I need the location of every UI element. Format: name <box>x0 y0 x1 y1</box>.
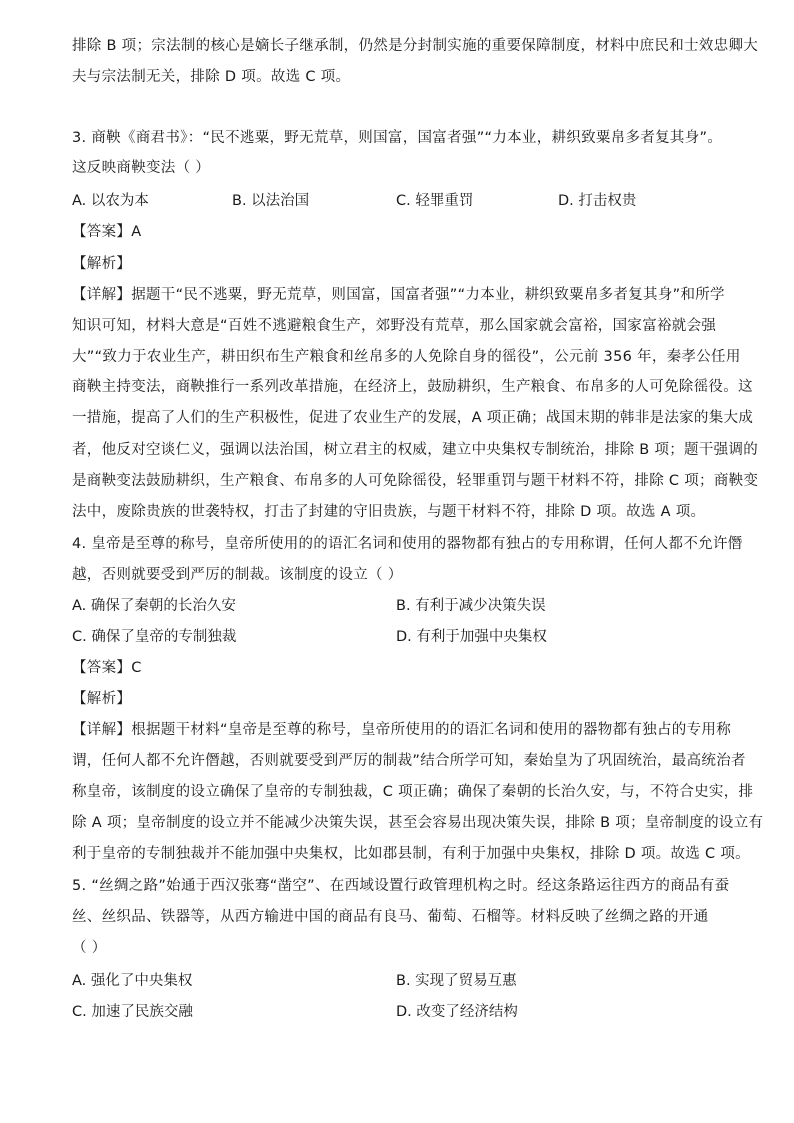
q4-stem-line-1: 4. 皇帝是至尊的称号，皇帝所使用的的语汇名词和使用的器物都有独占的专用称谓，任何人都不允许僭 <box>72 536 743 552</box>
q4-option-c: C. 确保了皇帝的专制独裁 <box>72 629 237 645</box>
q4-detail-line-5: 利于皇帝的专制独裁并不能加强中央集权，比如郡县制，有利于加强中央集权，排除 D 项。故选 C 项。 <box>72 846 750 862</box>
q3-option-a: A. 以农为本 <box>72 193 149 209</box>
q3-detail-line-5: 一措施，提高了人们的生产积极性，促进了农业生产的发展，A 项正确；战国末期的韩非是法家的集大成 <box>72 410 754 426</box>
intro-line-1: 排除 B 项；宗法制的核心是嫡长子继承制，仍然是分封制实施的重要保障制度，材料中庶民和士效忠卿大 <box>72 38 759 54</box>
q3-stem-line-2: 这反映商鞅变法（ ） <box>72 160 211 176</box>
q4-stem-line-2: 越，否则就要受到严厉的制裁。该制度的设立（ ） <box>72 567 403 583</box>
q4-option-d: D. 有利于加强中央集权 <box>396 629 547 645</box>
q3-detail-line-6: 者，他反对空谈仁义，强调以法治国，树立君主的权威，建立中央集权专制统治，排除 B 项；题干强调的 <box>72 442 759 458</box>
q3-detail-line-4: 商鞅主持变法，商鞅推行一系列改革措施，在经济上，鼓励耕织，生产粮食、布帛多的人可免除徭役。这 <box>72 379 753 395</box>
q3-stem-line-1: 3. 商鞅《商君书》：“民不逃粟，野无荒草，则国富，国富者强”“力本业，耕织致粟帛多者复其身”。 <box>72 130 723 146</box>
q3-detail-line-7: 是商鞅变法鼓励耕织，生产粮食、布帛多的人可免除徭役，轻罪重罚与题干材料不符，排除 C 项；商鞅变 <box>72 473 759 489</box>
q5-option-b: B. 实现了贸易互惠 <box>396 973 517 989</box>
q4-option-b: B. 有利于减少决策失误 <box>396 598 546 614</box>
q5-option-d: D. 改变了经济结构 <box>396 1004 518 1020</box>
q5-stem-line-2: 丝、丝织品、铁器等，从西方输进中国的商品有良马、葡萄、石榴等。材料反映了丝绸之路的开通 <box>72 909 709 925</box>
q3-detail-line-1: 【详解】据题干“民不逃粟，野无荒草，则国富，国富者强”“力本业，耕织致粟帛多者复其身”和所学 <box>72 287 725 303</box>
q3-analysis-label: 【解析】 <box>72 256 132 272</box>
intro-line-2: 夫与宗法制无关，排除 D 项。故选 C 项。 <box>72 69 351 85</box>
q5-option-c: C. 加速了民族交融 <box>72 1004 193 1020</box>
q4-detail-line-1: 【详解】根据题干材料“皇帝是至尊的称号，皇帝所使用的的语汇名词和使用的器物都有独占的专用称 <box>72 722 732 738</box>
q4-analysis-label: 【解析】 <box>72 691 132 707</box>
q3-detail-line-8: 法中，废除贵族的世袭特权，打击了封建的守旧贵族，与题干材料不符，排除 D 项。故选 A 项。 <box>72 504 706 520</box>
q4-detail-line-4: 除 A 项；皇帝制度的设立并不能减少决策失误，甚至会容易出现决策失误，排除 B 项；皇帝制度的设立有 <box>72 815 764 831</box>
q3-detail-line-3: 大”“致力于农业生产，耕田织布生产粮食和丝帛多的人免除自身的徭役”，公元前 356 年，秦孝公任用 <box>72 349 741 365</box>
q3-detail-line-2: 知识可知，材料大意是“百姓不逃避粮食生产，郊野没有荒草，那么国家就会富裕，国家富裕就会强 <box>72 318 717 334</box>
q5-option-a: A. 强化了中央集权 <box>72 973 193 989</box>
q4-answer: 【答案】C <box>72 660 142 676</box>
q5-stem-line-3: （ ） <box>72 940 107 956</box>
q3-option-b: B. 以法治国 <box>232 193 310 209</box>
q3-option-d: D. 打击权贵 <box>558 193 637 209</box>
q4-detail-line-2: 谓，任何人都不允许僭越，否则就要受到严厉的制裁”结合所学可知，秦始皇为了巩固统治，最高统治者 <box>72 753 746 769</box>
q4-option-a: A. 确保了秦朝的长治久安 <box>72 598 236 614</box>
q3-answer: 【答案】A <box>72 224 142 240</box>
q4-detail-line-3: 称皇帝，该制度的设立确保了皇帝的专制独裁，C 项正确；确保了秦朝的长治久安，与，不符合史实，排 <box>72 784 754 800</box>
q5-stem-line-1: 5. “丝绸之路”始通于西汉张骞“凿空”、在西域设置行政管理机构之时。经这条路运往西方的商品有蚕 <box>72 878 730 894</box>
q3-option-c: C. 轻罪重罚 <box>396 193 474 209</box>
